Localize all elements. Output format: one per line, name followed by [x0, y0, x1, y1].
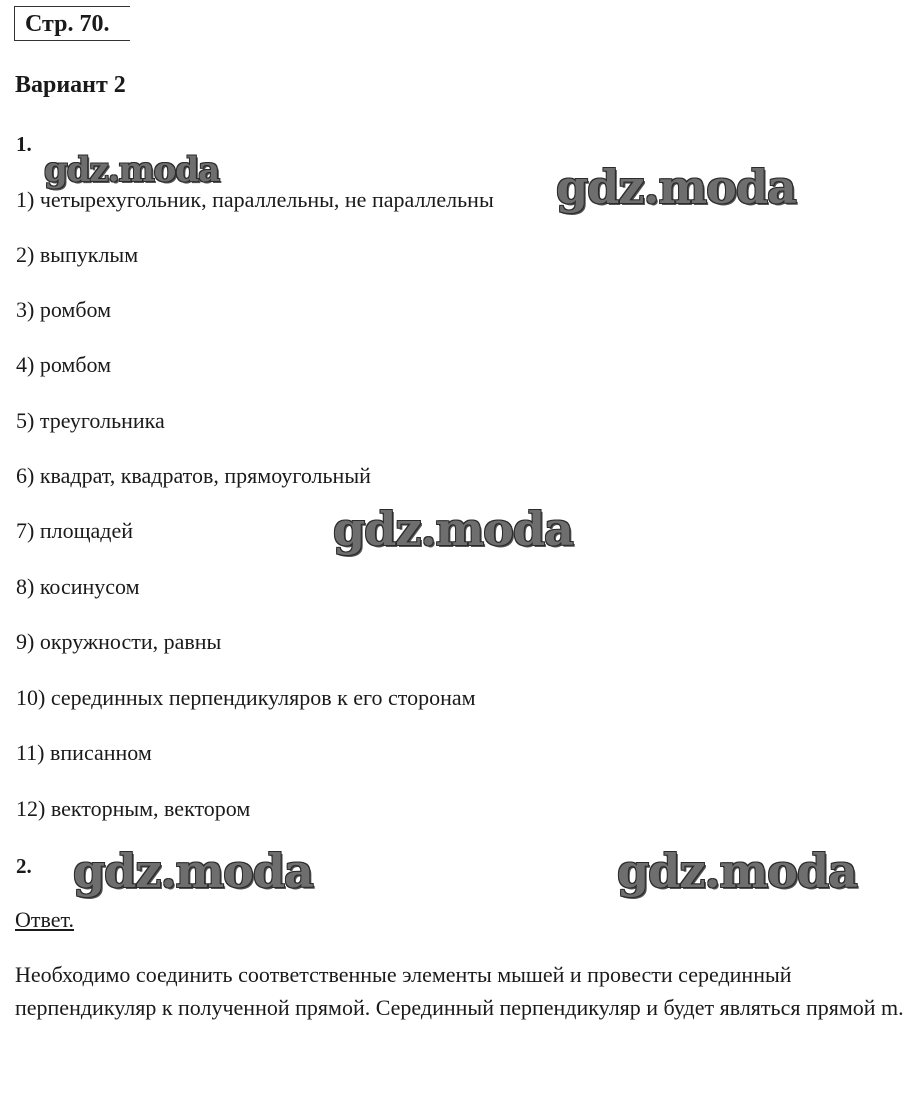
watermark: gdz.moda [44, 150, 220, 190]
answer-item-3: 3) ромбом [16, 297, 112, 322]
answer-item-2: 2) выпуклым [16, 242, 139, 267]
watermark: gdz.moda [556, 160, 796, 214]
answer-label: Ответ. [15, 907, 74, 932]
task-1-number: 1. [16, 132, 32, 156]
variant-title: Вариант 2 [15, 72, 126, 98]
page-label: Стр. 70. [14, 6, 130, 41]
answer-item-10: 10) серединных перпендикуляров к его сторонам [16, 685, 476, 710]
answer-item-9: 9) окружности, равны [16, 629, 222, 654]
answer-item-1: 1) четырехугольник, параллельны, не параллельны [16, 187, 494, 212]
answer-item-5: 5) треугольника [16, 408, 165, 433]
answer-item-4: 4) ромбом [16, 352, 112, 377]
answer-item-11: 11) вписанном [16, 740, 152, 765]
watermark: gdz.moda [333, 502, 573, 556]
watermark: gdz.moda [617, 844, 857, 898]
answer-item-8: 8) косинусом [16, 574, 140, 599]
solution-text: Необходимо соединить соответственные элементы мышей и провести серединный перпендикуляр к полученной прямой. Серединный перпендикуляр и будет являться прямой m. [15, 962, 904, 1020]
answer-item-7: 7) площадей [16, 518, 134, 543]
answer-item-12: 12) векторным, вектором [16, 796, 251, 821]
answer-item-6: 6) квадрат, квадратов, прямоугольный [16, 463, 371, 488]
watermark: gdz.moda [73, 844, 313, 898]
task-2-number: 2. [16, 854, 32, 878]
